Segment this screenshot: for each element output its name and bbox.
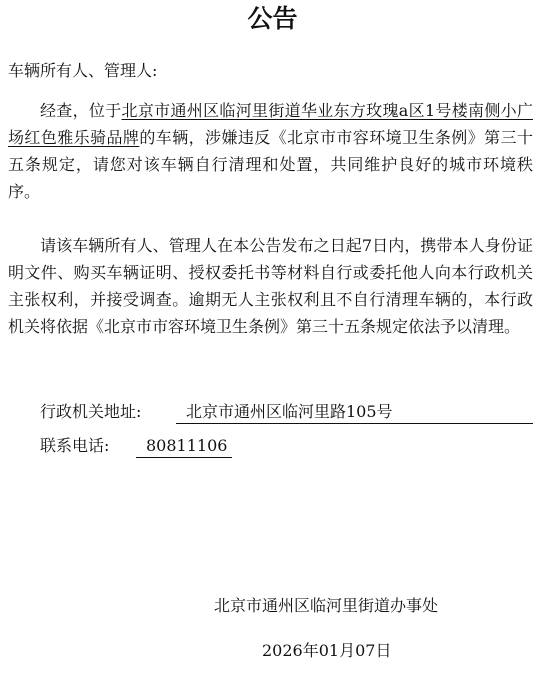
phone-label: 联系电话: [40,436,110,455]
salutation: 车辆所有人、管理人: [8,61,158,80]
issuer-name: 北京市通州区临河里街道办事处 [214,596,439,615]
issue-date: 2026年01月07日 [262,641,392,660]
address-value: 北京市通州区临河里路105号 [186,402,393,421]
findings-suffix: 的车辆，涉嫌违反《北京市市容环境卫生条例》第三十五条规定，请您对该车辆自行清理和处置，共同维护良好的城市环境秩序。 [8,128,533,201]
vehicle-location: 北京市通州区临河里街道华业东方玫瑰a区1号楼南侧小广场红色雅乐骑品牌 [8,101,533,147]
address-label: 行政机关地址: [40,402,142,421]
paragraph-instructions: 请该车辆所有人、管理人在本公告发布之日起7日内，携带本人身份证明文件、购买车辆证明、授权委托书等材料自行或委托他人向本行政机关主张权利，并接受调查。逾期无人主张权利且不自行清理车辆的，本行政机关将依据《北京市市容环境卫生条例》第三十五条规定依法予以清理。 [8,236,533,336]
address-field [176,401,533,424]
findings-prefix: 经查，位于 [40,101,122,120]
paragraph-findings [8,97,533,205]
notice-title: 公告 [247,4,298,33]
phone-field [136,435,232,458]
phone-value: 80811106 [146,436,228,455]
